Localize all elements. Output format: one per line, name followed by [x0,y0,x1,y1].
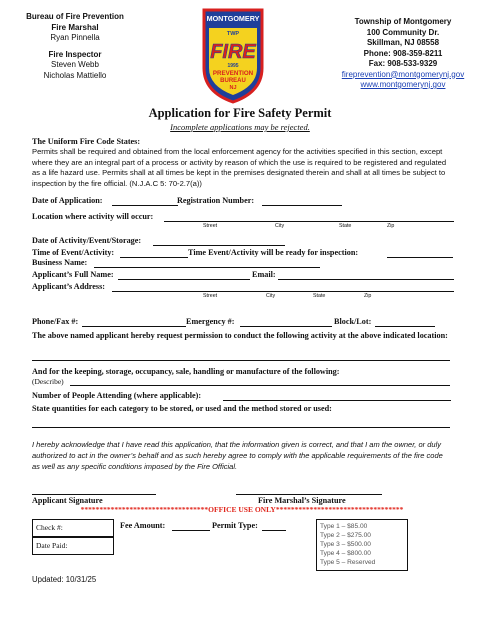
inspector-name-1: Steven Webb [51,60,99,69]
header-left-block [0,12,150,81]
registration-number-field[interactable] [262,205,342,206]
check-number-box[interactable] [32,519,114,537]
logo-top-text: MONTGOMERY [206,14,260,23]
location-field[interactable] [164,221,454,222]
activity-description-field[interactable] [32,360,450,361]
time-ready-field[interactable] [387,257,453,258]
applicant-name-label: Applicant’s Full Name: [32,270,114,279]
keeping-description-field[interactable] [70,385,450,386]
location-label: Location where activity will occur: [32,212,154,221]
permit-type-field[interactable] [262,530,286,531]
emergency-label: Emergency #: [186,317,235,326]
people-attending-field[interactable] [223,400,451,401]
township-phone: Phone: 908-359-8211 [363,48,443,58]
location-zip-caption: Zip [387,223,395,229]
applicant-signature-field[interactable] [32,494,156,495]
fire-prevention-logo [200,6,266,104]
applicant-address-label: Applicant’s Address: [32,282,106,291]
email-field[interactable] [278,279,454,280]
applicant-signature-label: Applicant Signature [32,496,103,505]
email-link[interactable]: fireprevention@montgomerynj.gov [341,69,465,79]
date-of-application-label: Date of Application: [32,196,103,205]
township-name: Township of Montgomery [354,17,452,26]
address-street-caption: Street [203,293,218,299]
permit-type-2: Type 2 – $275.00 [320,532,371,539]
address-zip-caption: Zip [364,293,372,299]
check-number-label: Check #: [36,523,63,532]
page-subtitle: Incomplete applications may be rejected. [170,122,310,132]
fee-amount-field[interactable] [172,530,210,531]
location-city-caption: City [275,223,285,229]
logo-bureau-text: BUREAU [220,78,246,84]
permit-type-5: Type 5 – Reserved [320,559,376,566]
fire-marshal-signature-field[interactable] [236,494,382,495]
office-use-banner: **********************************OFFICE USE ONLY********************************** [80,505,404,514]
date-of-activity-field[interactable] [153,245,285,246]
permit-type-fee-box [316,519,408,571]
time-of-event-field[interactable] [120,257,188,258]
business-name-field[interactable] [94,267,320,268]
applicant-name-field[interactable] [118,279,250,280]
request-text: The above named applicant hereby request permission to conduct the following activity at the above indicated location: [32,331,448,340]
date-paid-label: Date Paid: [36,541,68,550]
permit-type-1: Type 1 – $85.00 [320,523,368,530]
fee-amount-label: Fee Amount: [120,521,166,530]
code-heading: The Uniform Fire Code States: [32,137,141,146]
logo-twp-text: TWP [226,31,240,37]
block-lot-label: Block/Lot: [334,317,372,326]
date-paid-box[interactable] [32,537,114,555]
acknowledgment-text: I hereby acknowledge that I have read this application, that the information given is correct, and that I am the owner, or duly authorized to act in the owner’s behalf and as such hereby agree to comply with the applicable requirements of the fire code as well as any specific conditions imposed by the Fire Official. [32,440,443,471]
date-of-activity-label: Date of Activity/Event/Storage: [32,236,142,245]
keeping-label: And for the keeping, storage, occupancy, sale, handling or manufacture of the following: [32,367,340,376]
permit-type-3: Type 3 – $500.00 [320,541,371,548]
business-name-label: Business Name: [32,258,88,267]
location-state-caption: State [339,223,352,229]
page-title: Application for Fire Safety Permit [148,106,332,120]
township-fax: Fax: 908-533-9329 [368,59,438,68]
bureau-name: Bureau of Fire Prevention [26,12,124,21]
fire-marshal-signature-label: Fire Marshal’s Signature [258,496,346,505]
date-of-application-field[interactable] [112,205,178,206]
quantities-field[interactable] [32,427,450,428]
website-link[interactable]: www.montgomerynj.gov [360,80,446,89]
registration-number-label: Registration Number: [177,196,255,205]
email-label: Email: [252,270,276,279]
township-address: 100 Community Dr. [366,27,440,37]
people-attending-label: Number of People Attending (where applicable): [32,391,202,400]
phone-fax-field[interactable] [82,326,186,327]
logo-fire-text: FIRE [210,41,256,63]
location-street-caption: Street [203,223,218,229]
quantities-label: State quantities for each category to be stored, or used and the method stored or used: [32,404,332,413]
emergency-field[interactable] [240,326,332,327]
address-city-caption: City [266,293,276,299]
township-city: Skillman, NJ 08558 [366,38,440,47]
logo-prevention-text: PREVENTION [212,70,254,77]
code-body: Permits shall be required and obtained from the local enforcement agency for the activities specified in this section, except where they are an integral part of a process or activity by reason of which the use is required to be registered and regulated as a life hazard use. Permits shall at all times be kept in the premises designated therein and shall at all times be subject to inspection by the fire official. (N.J.A.C 5: 70-2.7(a)) [32,147,447,188]
permit-type-label: Permit Type: [212,521,258,530]
describe-caption: (Describe) [32,377,64,386]
permit-type-4: Type 4 – $800.00 [320,550,371,557]
address-state-caption: State [313,293,326,299]
permit-type-list [320,522,375,567]
fire-marshal-title: Fire Marshal [51,22,99,32]
phone-fax-label: Phone/Fax #: [32,317,79,326]
fire-marshal-name: Ryan Pinnella [50,33,100,42]
applicant-address-field[interactable] [112,291,454,292]
logo-nj-text: NJ [229,85,237,91]
header-right-block [328,17,478,91]
inspector-name-2: Nicholas Mattiello [43,70,107,80]
fire-inspector-title: Fire Inspector [48,49,102,59]
block-lot-field[interactable] [375,326,435,327]
updated-date: Updated: 10/31/25 [32,575,97,584]
time-of-event-label: Time of Event/Activity: [32,248,115,257]
logo-year-text: 1995 [227,63,239,69]
time-ready-label: Time Event/Activity will be ready for inspection: [188,248,359,257]
